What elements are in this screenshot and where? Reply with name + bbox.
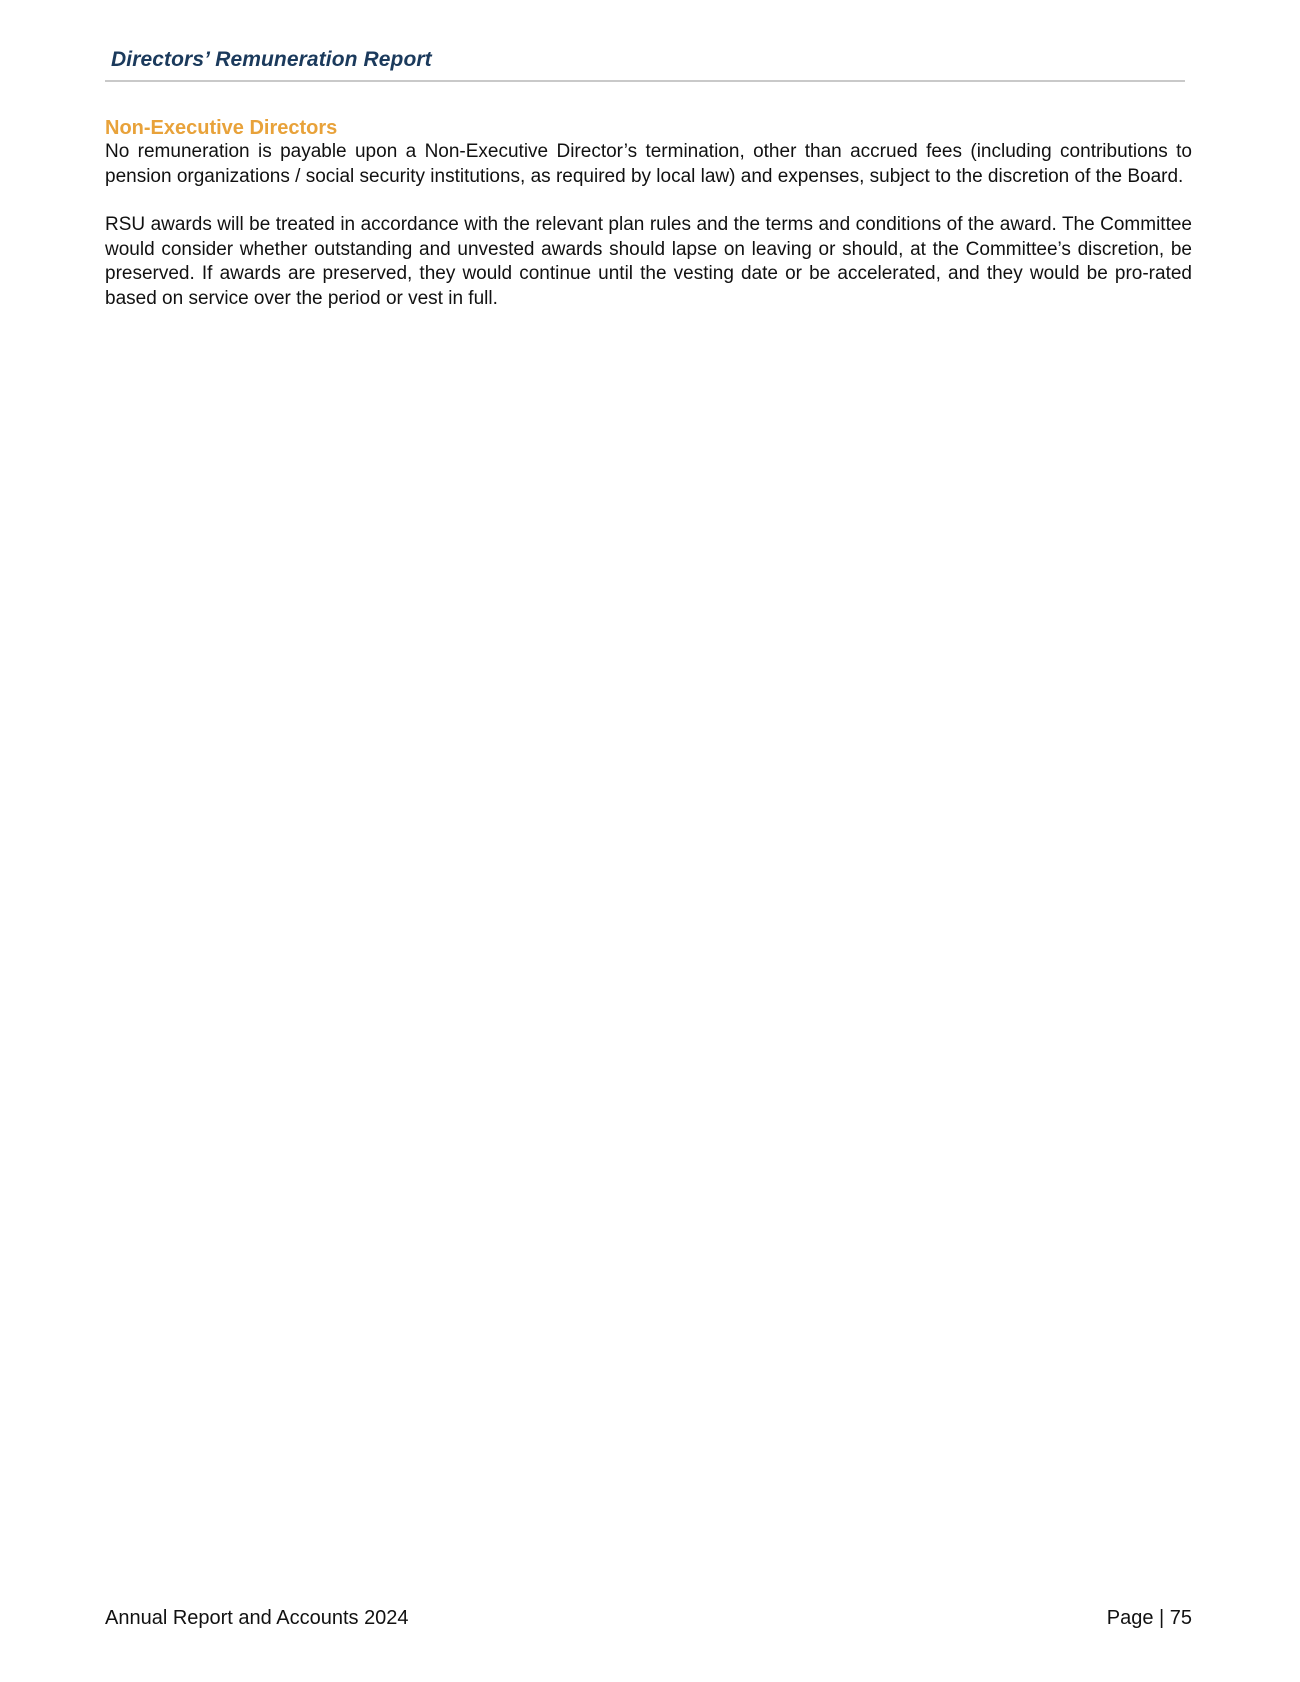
paragraph-termination: No remuneration is payable upon a Non-Executive Director’s termination, other than accrued fees (including contributions to pension organizations / social security institutions, as required by local law) and expenses, subject to the discretion of the Board. [105,141,1192,187]
section-heading: Non-Executive Directors [105,117,338,139]
paragraph-rsu-awards: RSU awards will be treated in accordance with the relevant plan rules and the terms and conditions of the award. The Committee would consider whether outstanding and unvested awards should lapse on leaving or should, at the Committee’s discretion, be preserved. If awards are preserved, they would continue until the vesting date or be accelerated, and they would be pro-rated based on service over the period or vest in full. [105,214,1192,309]
footer-page-number: Page | 75 [1106,1607,1192,1629]
page-header-title: Directors’ Remuneration Report [111,48,432,71]
main-content [105,116,1192,311]
page-header [105,46,1185,82]
footer-report-title: Annual Report and Accounts 2024 [105,1607,409,1629]
